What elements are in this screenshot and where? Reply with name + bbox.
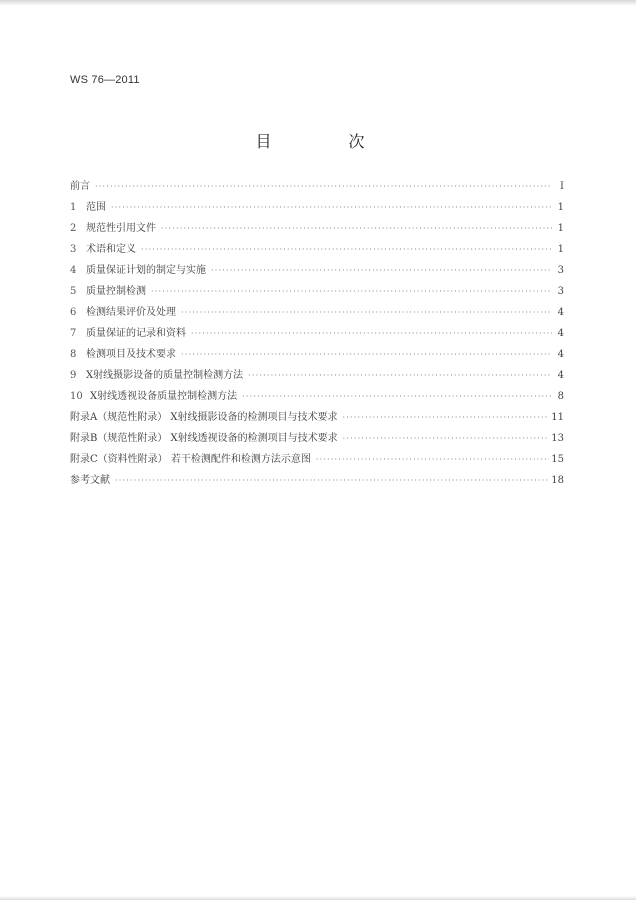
toc-entry[interactable] — [70, 303, 564, 324]
toc-entry-page: 4 — [557, 349, 564, 360]
toc-entry-label: 附录A（规范性附录） X射线摄影设备的检测项目与技术要求 — [70, 412, 338, 423]
toc-entry-number: 2 — [70, 223, 77, 234]
standard-code: WS 76—2011 — [70, 74, 140, 86]
toc-entry-label: 检测结果评价及处理 — [86, 307, 176, 318]
toc-leader-dots — [248, 371, 552, 380]
toc-entry[interactable] — [70, 282, 564, 303]
toc-entry-label: 质量保证的记录和资料 — [86, 328, 186, 339]
toc-leader-dots — [181, 350, 552, 359]
toc-entry-label: 前言 — [70, 181, 90, 192]
toc-leader-dots — [316, 455, 549, 464]
toc-entry[interactable] — [70, 387, 564, 408]
toc-entry-page: 4 — [557, 307, 564, 318]
toc-entry[interactable] — [70, 429, 564, 450]
toc-entry-page: 3 — [557, 286, 564, 297]
toc-entry-label: 检测项目及技术要求 — [86, 349, 176, 360]
toc-leader-dots — [141, 245, 552, 254]
toc-entry[interactable] — [70, 345, 564, 366]
toc-entry[interactable] — [70, 261, 564, 282]
toc-leader-dots — [181, 308, 552, 317]
toc-leader-dots — [191, 329, 552, 338]
toc-entry[interactable] — [70, 177, 564, 198]
toc-entry-page: 18 — [551, 475, 564, 486]
toc-leader-dots — [111, 203, 552, 212]
toc-leader-dots — [343, 413, 550, 422]
toc-entry[interactable] — [70, 408, 564, 429]
toc-entry-number: 10 — [70, 391, 83, 402]
toc-entry-number: 1 — [70, 202, 77, 213]
scan-bottom-edge — [0, 896, 636, 900]
toc-entry-label: 规范性引用文件 — [86, 223, 156, 234]
toc-entry-number: 9 — [70, 370, 77, 381]
toc-entry-page: 4 — [557, 370, 564, 381]
toc-leader-dots — [115, 476, 549, 485]
toc-entry-label: 质量保证计划的制定与实施 — [86, 265, 206, 276]
toc-entry-page: 1 — [557, 202, 564, 213]
scan-top-edge — [0, 0, 636, 6]
toc-entry-page: 15 — [551, 454, 564, 465]
toc-entry[interactable] — [70, 366, 564, 387]
toc-leader-dots — [161, 224, 552, 233]
page-title: 目 次 — [255, 132, 401, 151]
toc-entry-label: 范围 — [86, 202, 106, 213]
toc-entry-number: 7 — [70, 328, 77, 339]
toc-entry-page: 13 — [551, 433, 564, 444]
toc-leader-dots — [151, 287, 552, 296]
toc-entry-number: 5 — [70, 286, 77, 297]
toc-entry-page: 1 — [557, 244, 564, 255]
toc-entry-page: 8 — [557, 391, 564, 402]
toc-entry-label: X射线摄影设备的质量控制检测方法 — [86, 370, 244, 381]
toc-entry-number: 8 — [70, 349, 77, 360]
toc-entry[interactable] — [70, 219, 564, 240]
table-of-contents — [70, 177, 564, 492]
toc-entry[interactable] — [70, 471, 564, 492]
toc-entry-page: 1 — [557, 223, 564, 234]
toc-leader-dots — [242, 392, 552, 401]
toc-entry-page: 3 — [557, 265, 564, 276]
toc-leader-dots — [343, 434, 550, 443]
toc-entry-label: 质量控制检测 — [86, 286, 146, 297]
toc-entry[interactable] — [70, 450, 564, 471]
toc-entry-number: 6 — [70, 307, 77, 318]
toc-entry-page: 11 — [551, 412, 564, 423]
toc-entry-number: 3 — [70, 244, 77, 255]
toc-entry-page: 4 — [557, 328, 564, 339]
toc-entry-label: 参考文献 — [70, 475, 110, 486]
toc-entry[interactable] — [70, 240, 564, 261]
toc-entry-label: 术语和定义 — [86, 244, 136, 255]
toc-leader-dots — [211, 266, 552, 275]
toc-entry-label: 附录C（资料性附录） 若干检测配件和检测方法示意图 — [70, 454, 311, 465]
toc-entry-label: X射线透视设备质量控制检测方法 — [90, 391, 238, 402]
toc-entry-number: 4 — [70, 265, 77, 276]
toc-entry-label: 附录B（规范性附录） X射线透视设备的检测项目与技术要求 — [70, 433, 338, 444]
toc-entry-page: I — [560, 181, 564, 192]
toc-entry[interactable] — [70, 198, 564, 219]
toc-entry[interactable] — [70, 324, 564, 345]
toc-leader-dots — [95, 182, 552, 191]
